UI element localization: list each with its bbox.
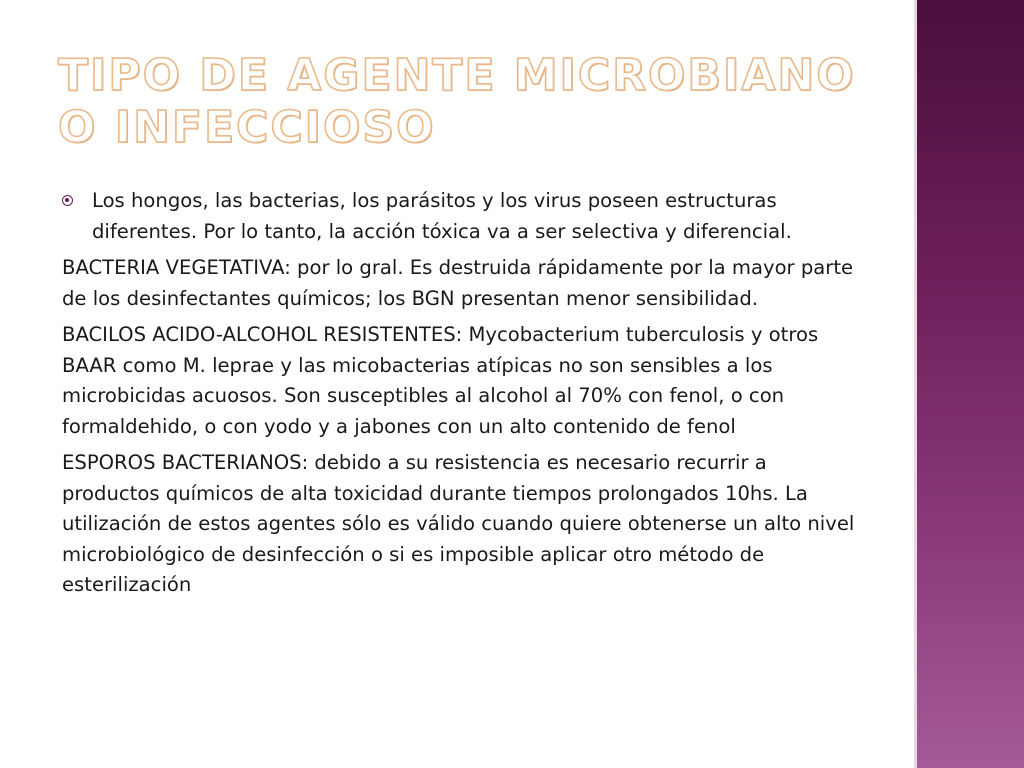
circle-bullet-icon [62,195,73,206]
paragraph-esporos-bacterianos: ESPOROS BACTERIANOS: debido a su resistencia es necesario recurrir a productos químicos de alta toxicidad durante tiempos prolongados 10hs. La utilización de estos agentes sólo es válido cuando quiere obtenerse un alto nivel microbiológico de desinfección o si es imposible aplicar otro método de esterilización [62,451,855,596]
paragraph-bacteria-vegetativa: BACTERIA VEGETATIVA: por lo gral. Es destruida rápidamente por la mayor parte de los desinfectantes químicos; los BGN presentan menor sensibilidad. [62,256,854,310]
bullet-item [62,186,862,247]
decorative-side-band [914,0,1024,768]
slide-body [62,186,862,607]
bullet-text: Los hongos, las bacterias, los parásitos y los virus poseen estructuras diferentes. Por lo tanto, la acción tóxica va a ser selectiva y diferencial. [92,189,792,243]
slide-title: TIPO DE AGENTE MICROBIANO O INFECCIOSO [58,50,856,153]
paragraph-bacilos-acido-alcohol: BACILOS ACIDO-ALCOHOL RESISTENTES: Mycobacterium tuberculosis y otros BAAR como M. leprae y las micobacterias atípicas no son sensibles a los microbicidas acuosos. Son susceptibles al alcohol al 70% con fenol, o con formaldehido, o con yodo y a jabones con un alto contenido de fenol [62,323,819,438]
